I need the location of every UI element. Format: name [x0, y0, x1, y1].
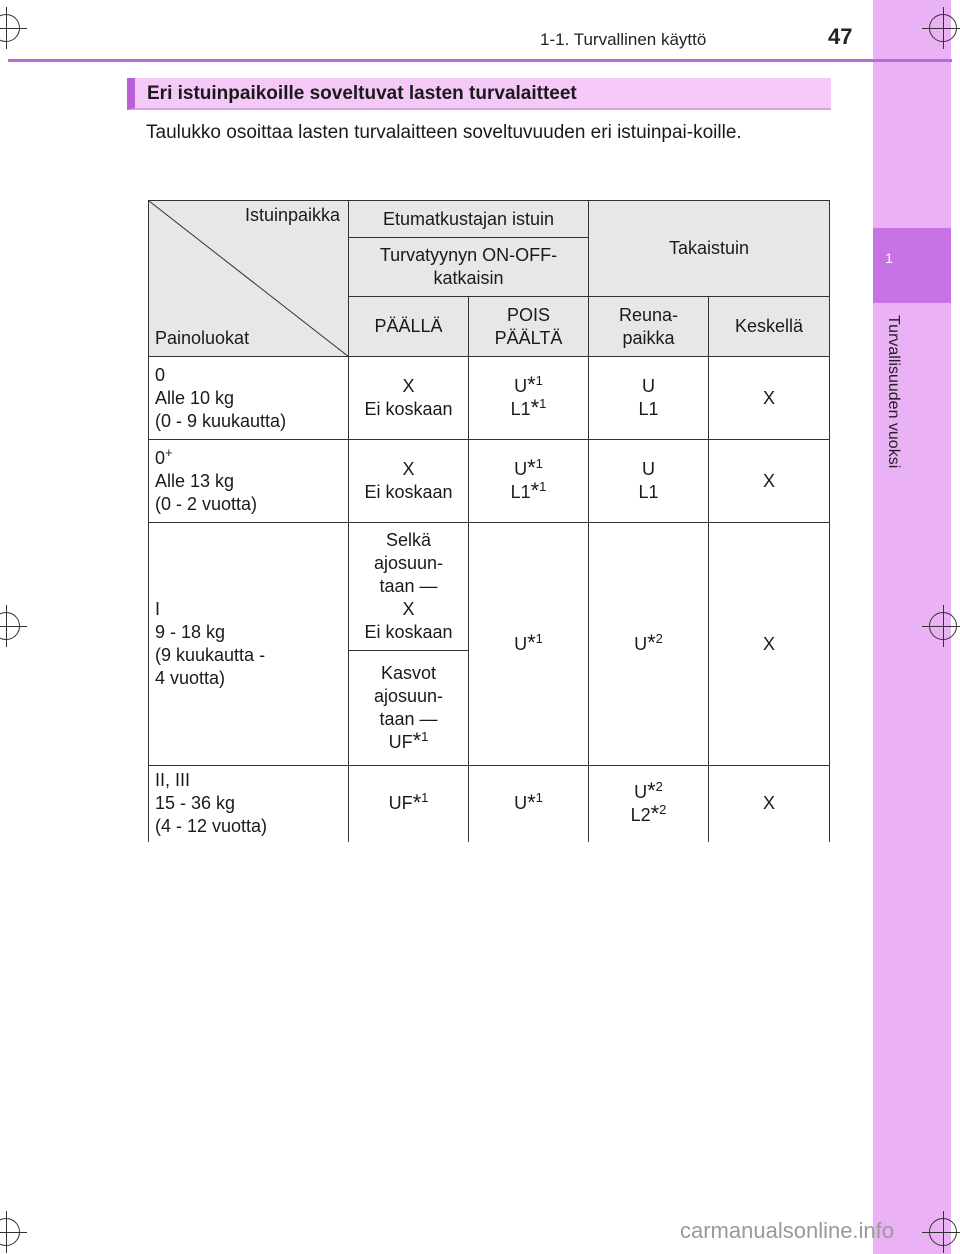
chapter-title: Turvallisuuden vuoksi	[885, 315, 902, 469]
center-cell: X	[709, 523, 830, 766]
page-number: 47	[828, 24, 853, 49]
header-outboard: Reuna-paikka	[589, 297, 709, 357]
table-row	[149, 357, 830, 440]
crop-mark-icon	[929, 612, 957, 640]
crop-mark-icon	[929, 14, 957, 42]
off-cell: U*$^1$ L1*$^1$	[469, 357, 589, 440]
weight-group-cell: 0 Alle 10 kg (0 - 9 kuukautta)	[149, 357, 349, 440]
table-row	[149, 766, 830, 842]
watermark: carmanualsonline.info	[680, 1218, 895, 1243]
on-forward-facing-cell: Kasvot ajosuun- taan — UF*$^1$	[349, 651, 469, 766]
on-rear-facing-cell: Selkä ajosuun- taan — X Ei koskaan	[349, 523, 469, 651]
crop-mark-icon	[0, 612, 20, 640]
weight-group-cell: I 9 - 18 kg (9 kuukautta - 4 vuotta)	[149, 523, 349, 766]
center-cell: X	[709, 766, 830, 842]
off-cell: U*$^1$	[469, 766, 589, 842]
header-center: Keskellä	[709, 297, 830, 357]
crop-mark-icon	[929, 1218, 957, 1246]
on-cell: X Ei koskaan	[349, 440, 469, 523]
table-row	[149, 440, 830, 523]
outboard-cell: U*$^2$	[589, 523, 709, 766]
section-heading: Eri istuinpaikoille soveltuvat lasten turvalaitteet	[127, 78, 831, 110]
on-cell: X Ei koskaan	[349, 357, 469, 440]
table-corner-cell	[149, 201, 349, 357]
outboard-cell: U L1	[589, 357, 709, 440]
center-cell: X	[709, 357, 830, 440]
header-rule	[8, 59, 952, 62]
header-section-title: 1-1. Turvallinen käyttö	[540, 30, 707, 49]
header-on: PÄÄLLÄ	[349, 297, 469, 357]
on-cell: UF*$^1$	[349, 766, 469, 842]
crop-mark-icon	[0, 14, 20, 42]
chapter-number: 1	[885, 250, 893, 266]
off-cell: U*$^1$	[469, 523, 589, 766]
seat-suitability-table	[148, 200, 830, 842]
header-rear-seat: Takaistuin	[589, 201, 830, 297]
off-cell: U*$^1$ L1*$^1$	[469, 440, 589, 523]
header-off: POIS PÄÄLTÄ	[469, 297, 589, 357]
weight-group-cell: 0+ Alle 13 kg (0 - 2 vuotta)	[149, 440, 349, 523]
table-row	[149, 523, 830, 651]
center-cell: X	[709, 440, 830, 523]
header-airbag-switch: Turvatyynyn ON-OFF-katkaisin	[349, 238, 589, 297]
header-front-seat: Etumatkustajan istuin	[349, 201, 589, 238]
crop-mark-icon	[0, 1218, 20, 1246]
weight-group-cell: II, III 15 - 36 kg (4 - 12 vuotta)	[149, 766, 349, 842]
corner-label-weight: Painoluokat	[155, 328, 250, 348]
outboard-cell: U L1	[589, 440, 709, 523]
outboard-cell: U*$^2$ L2*$^2$	[589, 766, 709, 842]
intro-paragraph: Taulukko osoittaa lasten turvalaitteen soveltuvuuden eri istuinpai-koille.	[146, 122, 742, 143]
corner-label-seat: Istuinpaikka	[244, 205, 340, 225]
